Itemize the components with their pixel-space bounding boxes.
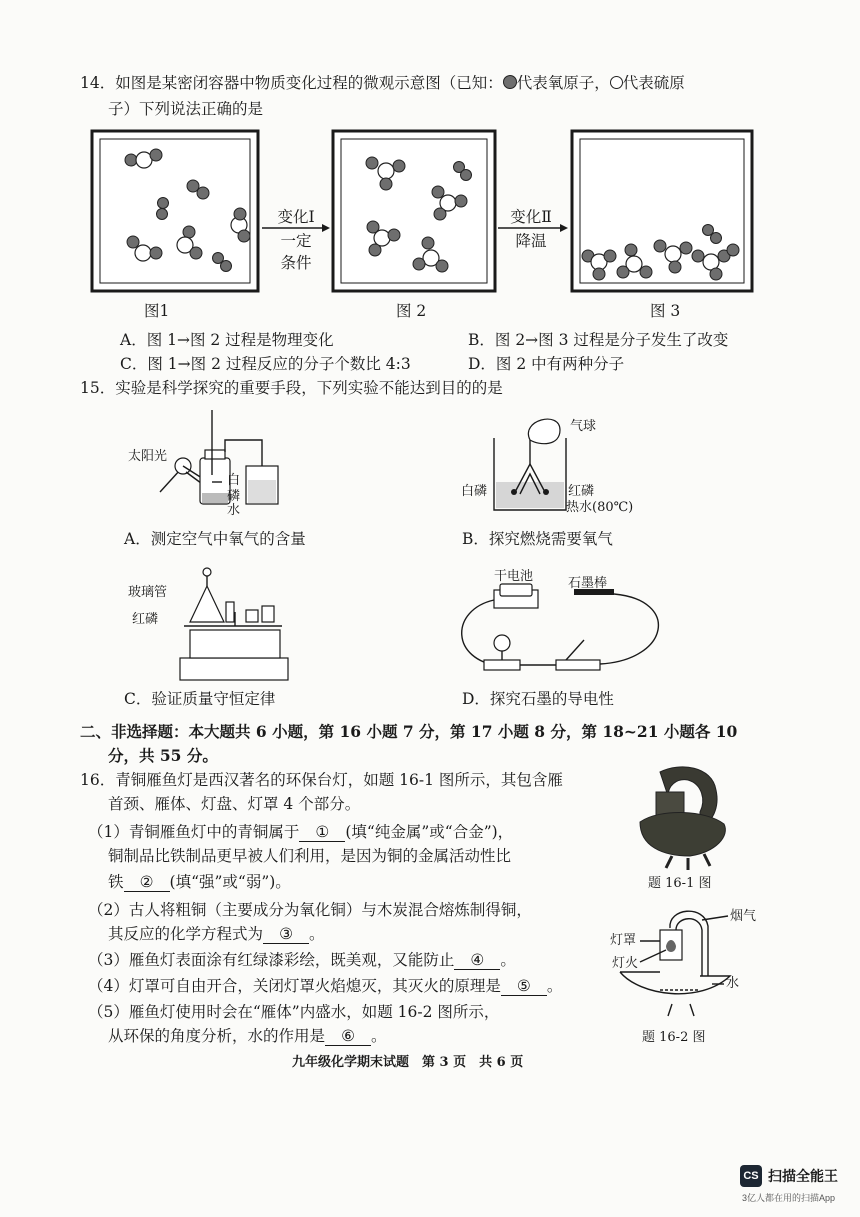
arrow2-bottom-label: 降温 — [515, 232, 547, 250]
q16-part2-line2: 其反应的化学方程式为 ③ 。 — [108, 925, 325, 943]
q14-option-d: D．图 2 中有两种分子 — [468, 355, 625, 373]
q16-part3: （3）雁鱼灯表面涂有红绿漆彩绘，既美观，又能防止 ④ 。 — [88, 951, 516, 969]
exp-d-graphite-label: 石墨棒 — [568, 576, 608, 591]
arrow1-mid-label: 一定 — [280, 232, 312, 250]
q15-option-a: A．测定空气中氧气的含量 — [124, 530, 306, 548]
answer-blank-6[interactable]: ⑥ — [325, 1027, 371, 1046]
q16-part4: （4）灯罩可自由开合，关闭灯罩火焰熄灭，其灭火的原理是 ⑤ 。 — [88, 977, 563, 995]
scanner-app-name: 扫描全能王 — [768, 1168, 838, 1184]
q14-line1: 14．如图是某密闭容器中物质变化过程的微观示意图（已知： 代表氧原子， 代表硫原 — [80, 74, 685, 92]
figure-1-caption: 图1 — [144, 302, 170, 320]
q16-intro-line2: 首颈、雁体、灯盘、灯罩 4 个部分。 — [108, 795, 361, 813]
answer-blank-4[interactable]: ④ — [454, 951, 500, 970]
figure-16-2-smoke-label: 烟气 — [730, 909, 757, 924]
q16-part2-line1: （2）古人将粗铜（主要成分为氧化铜）与木炭混合熔炼制得铜， — [88, 901, 532, 919]
exp-a-water-label: 水 — [227, 503, 241, 518]
q15-option-c: C．验证质量守恒定律 — [124, 690, 276, 708]
figure-16-1-caption: 题 16-1 图 — [648, 876, 712, 891]
answer-blank-3[interactable]: ③ — [263, 925, 309, 944]
section2-heading-line2: 分，共 55 分。 — [108, 746, 218, 765]
exp-c-tube-label: 玻璃管 — [128, 585, 168, 600]
exp-b-white-phosphorus-label: 白磷 — [461, 484, 488, 499]
figure-16-2-caption: 题 16-2 图 — [642, 1030, 706, 1045]
q16-part1-line2: 铜制品比铁制品更早被人们利用，是因为铜的金属活动性比 — [108, 847, 512, 865]
figure-16-2-water-label: 水 — [726, 976, 740, 991]
q14-option-a: A．图 1→图 2 过程是物理变化 — [120, 331, 334, 349]
arrow1-bottom-label: 条件 — [280, 254, 312, 272]
section2-heading-line1: 二、非选择题：本大题共 6 小题，第 16 小题 7 分，第 17 小题 8 分，第 18~21 小题各 10 — [80, 722, 738, 741]
figure-3-caption: 图 3 — [650, 302, 681, 320]
q15-stem: 15．实验是科学探究的重要手段，下列实验不能达到目的的是 — [80, 379, 503, 397]
figure-16-2-shade-label: 灯罩 — [610, 933, 637, 948]
scanner-app-logo: CS — [740, 1165, 762, 1187]
exp-b-red-phosphorus-label: 红磷 — [568, 484, 595, 499]
exp-b-hotwater-label: 热水(80℃) — [566, 500, 634, 515]
q16-part1-line1: （1）青铜雁鱼灯中的青铜属于 ① (填“纯金属”或“合金”)， — [88, 823, 514, 841]
q14-option-b: B．图 2→图 3 过程是分子发生了改变 — [468, 331, 729, 349]
arrow1-top-label: 变化Ⅰ — [277, 208, 315, 226]
figure-16-2-fire-label: 灯火 — [612, 956, 639, 971]
exp-c-red-phosphorus-label: 红磷 — [132, 612, 159, 627]
q16-part5-line2: 从环保的角度分析，水的作用是 ⑥ 。 — [108, 1027, 387, 1045]
q15-option-d: D．探究石墨的导电性 — [462, 690, 614, 708]
q16-part1-line3: 铁 ② (填“强”或“弱”)。 — [108, 873, 291, 891]
exp-a-sunlight-label: 太阳光 — [128, 449, 168, 464]
answer-blank-5[interactable]: ⑤ — [501, 977, 547, 996]
q16-part5-line1: （5）雁鱼灯使用时会在“雁体”内盛水，如题 16-2 图所示， — [88, 1003, 500, 1021]
exp-a-bai-label: 白 — [227, 473, 241, 488]
q14-option-c: C．图 1→图 2 过程反应的分子个数比 4:3 — [120, 355, 411, 373]
figure-2-caption: 图 2 — [396, 302, 427, 320]
exp-d-battery-label: 干电池 — [494, 569, 534, 584]
exp-a-lin-label: 磷 — [227, 489, 241, 504]
q15-option-b: B．探究燃烧需要氧气 — [462, 530, 613, 548]
answer-blank-1[interactable]: ① — [299, 823, 345, 842]
arrow2-top-label: 变化Ⅱ — [510, 208, 552, 226]
exp-b-balloon-label: 气球 — [570, 419, 597, 434]
q16-intro-line1: 16．青铜雁鱼灯是西汉著名的环保台灯，如题 16-1 图所示，其包含雁 — [80, 771, 563, 789]
page-footer: 九年级化学期末试题 第 3 页 共 6 页 — [292, 1055, 524, 1070]
answer-blank-2[interactable]: ② — [124, 873, 170, 892]
q14-line2: 子）下列说法正确的是 — [108, 100, 264, 118]
scanner-app-tagline: 3亿人都在用的扫描App — [742, 1193, 836, 1203]
